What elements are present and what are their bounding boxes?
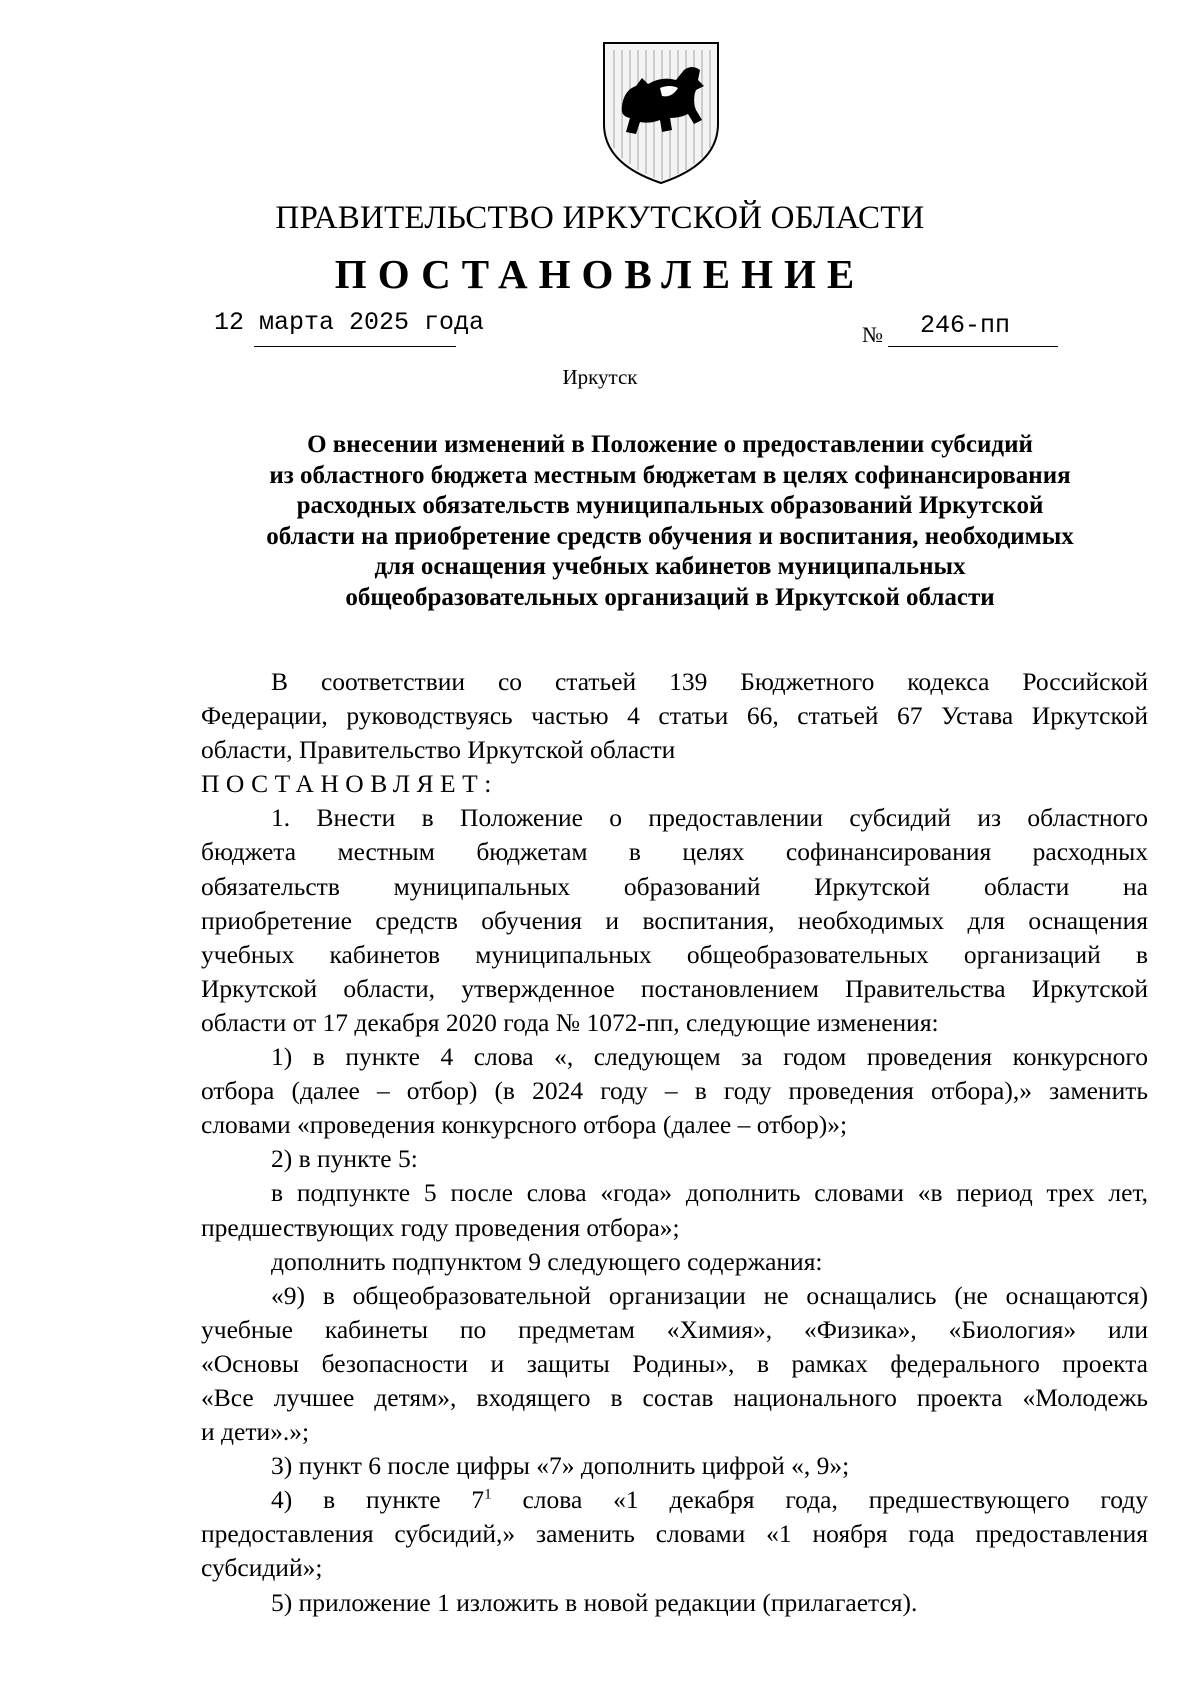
title-line: из областного бюджета местным бюджетам в целях софинансирования [269, 461, 1071, 489]
body-line: дополнить подпунктом 9 следующего содержания: [271, 1246, 823, 1276]
date-underline [254, 346, 456, 347]
number-sign: № [862, 322, 883, 347]
body-line: 3) пункт 6 после цифры «7» дополнить цифрой «, 9»; [271, 1451, 850, 1481]
body-line: предоставления субсидий,» заменить словами «1 ноября года предоставления [201, 1519, 1148, 1549]
document-title [190, 430, 1150, 614]
body-line: В соответствии со статьей 139 Бюджетного кодекса Российской [271, 667, 1148, 696]
body-line: Федерации, руководствуясь частью 4 статьи 66, статьей 67 Устава Иркутской [201, 701, 1148, 731]
body-line: «Основы безопасности и защиты Родины», в рамках федерального проекта [201, 1348, 1148, 1378]
body-line: бюджета местным бюджетам в целях софинансирования расходных [201, 837, 1148, 867]
body-line: Иркутской области, утвержденное постановлением Правительства Иркутской [201, 973, 1148, 1003]
body-line: 1) в пункте 4 слова «, следующем за годом проведения конкурсного [271, 1042, 1148, 1072]
body-line: области от 17 декабря 2020 года № 1072-пп, следующие изменения: [201, 1007, 939, 1037]
title-line: расходных обязательств муниципальных образований Иркутской [296, 492, 1044, 520]
superscript: 1 [484, 1486, 492, 1503]
body-line: субсидий»; [201, 1553, 323, 1583]
body-line: словами «проведения конкурсного отбора (далее – отбор)»; [201, 1110, 848, 1140]
sub4-text-end: слова «1 декабря года, предшествующего году [491, 1485, 1148, 1515]
body-line: и дети».»; [201, 1417, 310, 1447]
document-type: ПОСТАНОВЛЕНИЕ [334, 251, 866, 297]
coat-of-arms-icon [600, 40, 722, 186]
body-line: 2) в пункте 5: [271, 1144, 418, 1174]
title-line: О внесении изменений в Положение о предоставлении субсидий [307, 431, 1033, 458]
sub4-text-start: 4) в пункте 7 [271, 1485, 485, 1515]
title-line: для оснащения учебных кабинетов муниципальных [374, 553, 966, 581]
body-line: учебные кабинеты по предметам «Химия», «Физика», «Биология» или [201, 1314, 1148, 1344]
body-line: обязательств муниципальных образований Иркутской области на [201, 871, 1148, 901]
body-line: «9) в общеобразовательной организации не оснащались (не оснащаются) [271, 1280, 1148, 1310]
city: Иркутск [562, 365, 638, 389]
body-line: в подпункте 5 после слова «года» дополнить словами «в период трех лет, [271, 1178, 1148, 1208]
decree-word: ПОСТАНОВЛЯЕТ: [201, 769, 498, 799]
number-underline [888, 346, 1058, 347]
organization-name: ПРАВИТЕЛЬСТВО ИРКУТСКОЙ ОБЛАСТИ [275, 200, 925, 236]
body-line: учебных кабинетов муниципальных общеобразовательных организаций в [201, 939, 1148, 969]
document-date: 12 марта 2025 года [214, 308, 485, 337]
body-line: приобретение средств обучения и воспитания, необходимых для оснащения [201, 905, 1148, 935]
body-line: 5) приложение 1 изложить в новой редакции (прилагается). [271, 1587, 918, 1617]
body-line: области, Правительство Иркутской области [201, 735, 676, 765]
title-line: области на приобретение средств обучения и воспитания, необходимых [266, 522, 1074, 550]
title-line: общеобразовательных организаций в Иркутской области [345, 583, 995, 611]
body-line [201, 1483, 1148, 1517]
body-line: предшествующих году проведения отбора»; [201, 1212, 680, 1242]
document-number: 246-пп [920, 311, 1011, 340]
document-body [201, 665, 1148, 1620]
body-line: «Все лучшее детям», входящего в состав национального проекта «Молодежь [201, 1382, 1148, 1412]
body-line: отбора (далее – отбор) (в 2024 году – в году проведения отбора),» заменить [201, 1076, 1148, 1106]
body-line: 1. Внести в Положение о предоставлении субсидий из областного [271, 803, 1148, 833]
